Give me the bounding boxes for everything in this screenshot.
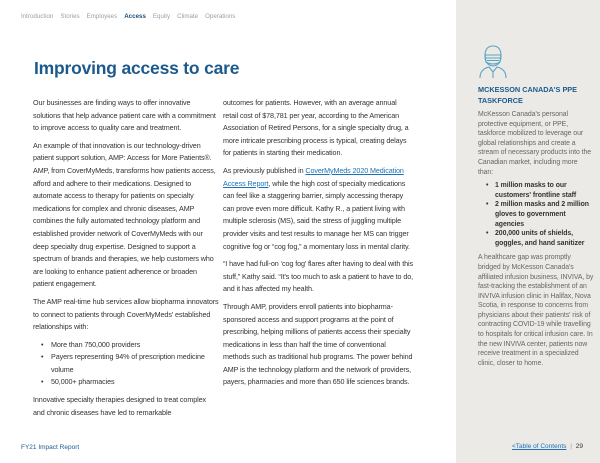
list-item: • 2 million masks and 2 million gloves to government agencies — [486, 200, 594, 229]
paragraph: An example of that innovation is our technology-driven patient support solution, AMP: Access for More Patients®. AMP, from CoverMyMeds, transforms how patients access, afford and adhere to their medications. Designed to automate access to therapy for patients on specialty medications for complex and chronic diseases, AMP combines the fully automated technology platform and established provider network of CoverMyMeds with our deep specialty drug expertise. Designed to support a spectrum of brands and therapies, we help customers who are looking to enhance patient adherence or broaden patient engagement. — [33, 140, 216, 289]
paragraph — [223, 165, 413, 253]
table-of-contents-link[interactable]: <Table of Contents — [512, 443, 567, 450]
relationships-list — [33, 339, 219, 389]
paragraph: The AMP real-time hub services allow biopharma innovators to connect to patients through CoverMyMeds' established relationships with: — [33, 296, 219, 332]
paragraph: outcomes for patients. However, with an average annual retail cost of $78,781 per year, according to the American Association of Retired Persons, for a single specialty drug, a more intricate prescribing process is typical, creating delays for patients in starting their medication. — [223, 98, 409, 158]
report-name: FY21 Impact Report — [21, 444, 80, 451]
paragraph: McKesson Canada's personal protective equipment, or PPE, taskforce mobilized to leverage our global relationships and create a stream of necessary products into the Canadian market, including more than: — [478, 111, 592, 176]
masked-person-icon — [478, 44, 508, 78]
paragraph: Our businesses are finding ways to offer innovative solutions that help advance patient care with a commitment to improve access to quality care and treatment. — [33, 98, 216, 133]
report-link[interactable]: CoverMyMeds 2020 Medication Access Report — [223, 165, 404, 188]
list-item: • 200,000 units of shields, goggles, and hand sanitizer — [486, 229, 594, 248]
quote: “I have had full-on ‘cog fog’ flares after having to deal with this stuff,” Kathy said. “It's too much to ask a patient to have to do, and it has affected my health. — [223, 259, 414, 294]
nav-operations[interactable]: Operations — [205, 13, 236, 20]
text: As previously published in — [223, 165, 306, 175]
nav-employees[interactable]: Employees — [86, 13, 118, 20]
separator: | — [570, 443, 572, 450]
nav-access[interactable]: Access — [124, 13, 146, 20]
page-title: Improving access to care — [34, 58, 240, 78]
footer-nav — [512, 443, 583, 450]
paragraph: Through AMP, providers enroll patients into biopharma-sponsored access and support programs at the point of prescribing, helping millions of patients access their specialty medications in less than half the time of conventional methods such as traditional hub programs. The power behind AMP is the technology platform and the network of providers, payers, pharmacies and more than 650 life sciences brands. — [223, 301, 413, 387]
section-nav — [21, 13, 235, 20]
list-item: • 50,000+ pharmacies — [41, 376, 219, 389]
list-item: • More than 750,000 providers — [41, 339, 219, 352]
nav-stories[interactable]: Stories — [60, 13, 80, 20]
sidebar-body — [478, 110, 594, 372]
list-item: • 1 million masks to our customers' frontline staff — [486, 181, 594, 200]
sidebar-panel — [456, 0, 600, 463]
text: , while the high cost of specialty medications can feel like a staggering barrier, simply accessing therapy can prove even more difficult. Kathy R., a patient living with multiple sclerosis (MS), said the stress of juggling multiple provider visits and test results to manage her MS can trigger cognitive fog or “cog fog,” a momentary loss in mental clarity. — [223, 178, 410, 251]
paragraph: Innovative specialty therapies designed to treat complex and chronic diseases have led to remarkable — [33, 395, 206, 417]
column-1 — [33, 97, 219, 424]
column-2 — [223, 97, 413, 394]
nav-climate[interactable]: Climate — [177, 13, 199, 20]
nav-equity[interactable]: Equity — [152, 13, 171, 20]
sidebar-heading: MCKESSON CANADA'S PPE TASKFORCE — [478, 85, 578, 105]
page-number: 29 — [575, 443, 583, 450]
list-item: • Payers representing 94% of prescription medicine volume — [41, 351, 219, 376]
nav-introduction[interactable]: Introduction — [21, 13, 54, 20]
paragraph: A healthcare gap was promptly bridged by McKesson Canada's affiliated infusion business, INVIVA, by fast-tracking the establishment of an INVIVA infusion clinic in Halifax, Nova Scotia, in response to concerns from physicians about their patients' risk of contracting COVID-19 while travelling to hospitals for critical infusion care. In the new INVIVA center, patients now receive treatment in a specialized clinic, closer to home. — [478, 254, 594, 367]
ppe-list — [478, 181, 594, 248]
